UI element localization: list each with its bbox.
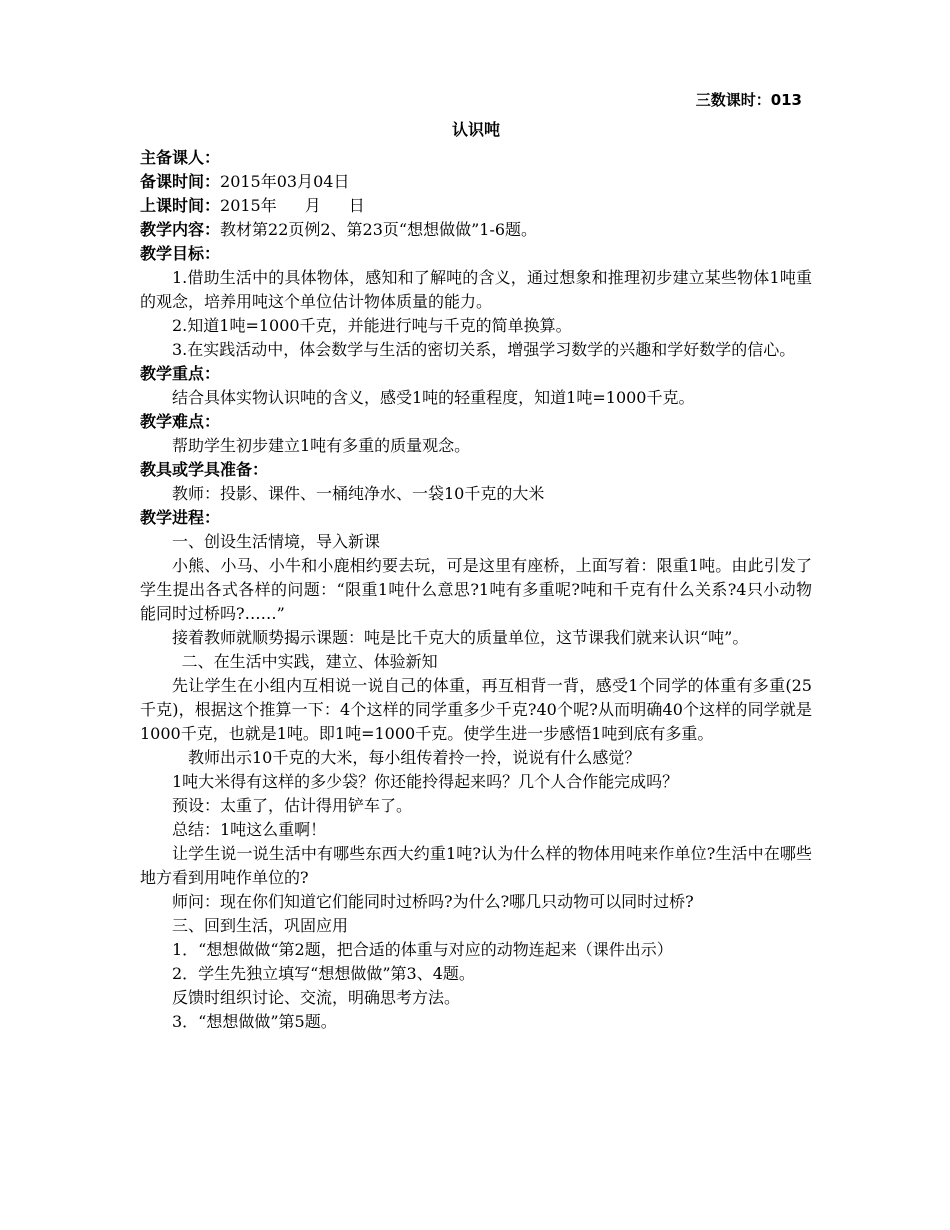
section-heading: 一、创设生活情境，导入新课: [172, 532, 381, 551]
process-paragraph: 小熊、小马、小牛和小鹿相约要去玩，可是这里有座桥，上面写着：限重1吨。由此引发了学生提出各式各样的问题：“限重1吨什么意思?1吨有多重呢?吨和千克有什么关系?4只小动物能同时过桥吗?……”: [140, 556, 812, 623]
class-time-year: 2015年: [220, 196, 277, 215]
process-paragraph: 教师出示10千克的大米，每小组传着拎一拎，说说有什么感觉？: [188, 748, 641, 767]
preparer-line: [140, 146, 812, 170]
process-paragraph: 预设：太重了，估计得用铲车了。: [172, 796, 413, 815]
materials-text: 教师：投影、课件、一桶纯净水、一袋10千克的大米: [172, 484, 545, 503]
class-time-line: [140, 194, 812, 218]
process-paragraph: 总结：1吨这么重啊！: [172, 820, 327, 839]
prep-time-line: [140, 170, 812, 194]
process-paragraph: 1吨大米得有这样的多少袋？你还能拎得起来吗？几个人合作能完成吗？: [172, 772, 679, 791]
prep-time-label: 备课时间：: [140, 172, 221, 191]
section-heading: 三、回到生活，巩固应用: [172, 916, 349, 935]
preparer-label: 主备课人：: [140, 148, 221, 167]
process-paragraph: 让学生说一说生活中有哪些东西大约重1吨?认为什么样的物体用吨来作单位?生活中在哪些地方看到用吨作单位的?: [140, 844, 812, 887]
prep-time-value: 2015年03月04日: [220, 172, 350, 191]
key-points-text: 结合具体实物认识吨的含义，感受1吨的轻重程度，知道1吨=1000千克。: [172, 388, 695, 407]
goals-label: 教学目标：: [140, 244, 221, 263]
goal-item: 2.知道1吨=1000千克，并能进行吨与千克的简单换算。: [172, 316, 572, 335]
class-time-day: 日: [348, 196, 365, 215]
content-label: 教学内容：: [140, 220, 221, 239]
process-paragraph: 师问：现在你们知道它们能同时过桥吗?为什么?哪几只动物可以同时过桥?: [172, 892, 694, 911]
process-paragraph: 接着教师就顺势揭示课题：吨是比千克大的质量单位，这节课我们就来认识“吨”。: [172, 628, 749, 647]
process-paragraph: 先让学生在小组内互相说一说自己的体重，再互相背一背，感受1个同学的体重有多重(25千克)，根据这个推算一下：4个这样的同学重多少千克?40个呢?从而明确40个这样的同学就是1000千克，也就是1吨。即1吨=1000千克。使学生进一步感悟1吨到底有多重。: [140, 676, 812, 743]
content-value: 教材第22页例2、第23页“想想做做”1-6题。: [220, 220, 538, 239]
process-paragraph: 3．“想想做做”第5题。: [172, 1012, 337, 1031]
difficulties-label: 教学难点：: [140, 412, 221, 431]
page-title: 认识吨: [451, 120, 500, 139]
content-line: [140, 218, 812, 242]
class-time-month: 月: [304, 196, 321, 215]
section-heading: 二、在生活中实践，建立、体验新知: [181, 652, 438, 671]
difficulties-text: 帮助学生初步建立1吨有多重的质量观念。: [172, 436, 471, 455]
process-paragraph: 反馈时组织讨论、交流，明确思考方法。: [172, 988, 461, 1007]
class-time-label: 上课时间：: [140, 196, 221, 215]
goal-item: 3.在实践活动中，体会数学与生活的密切关系，增强学习数学的兴趣和学好数学的信心。: [172, 340, 796, 359]
goal-item: 1.借助生活中的具体物体，感知和了解吨的含义，通过想象和推理初步建立某些物体1吨重的观念，培养用吨这个单位估计物体质量的能力。: [140, 268, 812, 311]
key-points-label: 教学重点：: [140, 364, 221, 383]
materials-label: 教具或学具准备：: [140, 460, 269, 479]
process-paragraph: 2．学生先独立填写“想想做做”第3、4题。: [172, 964, 475, 983]
lesson-number: 三数课时：013: [695, 91, 802, 109]
process-paragraph: 1．“想想做做“第2题，把合适的体重与对应的动物连起来（课件出示）: [172, 940, 673, 959]
document-page: [140, 88, 812, 1034]
process-label: 教学进程：: [140, 508, 221, 527]
